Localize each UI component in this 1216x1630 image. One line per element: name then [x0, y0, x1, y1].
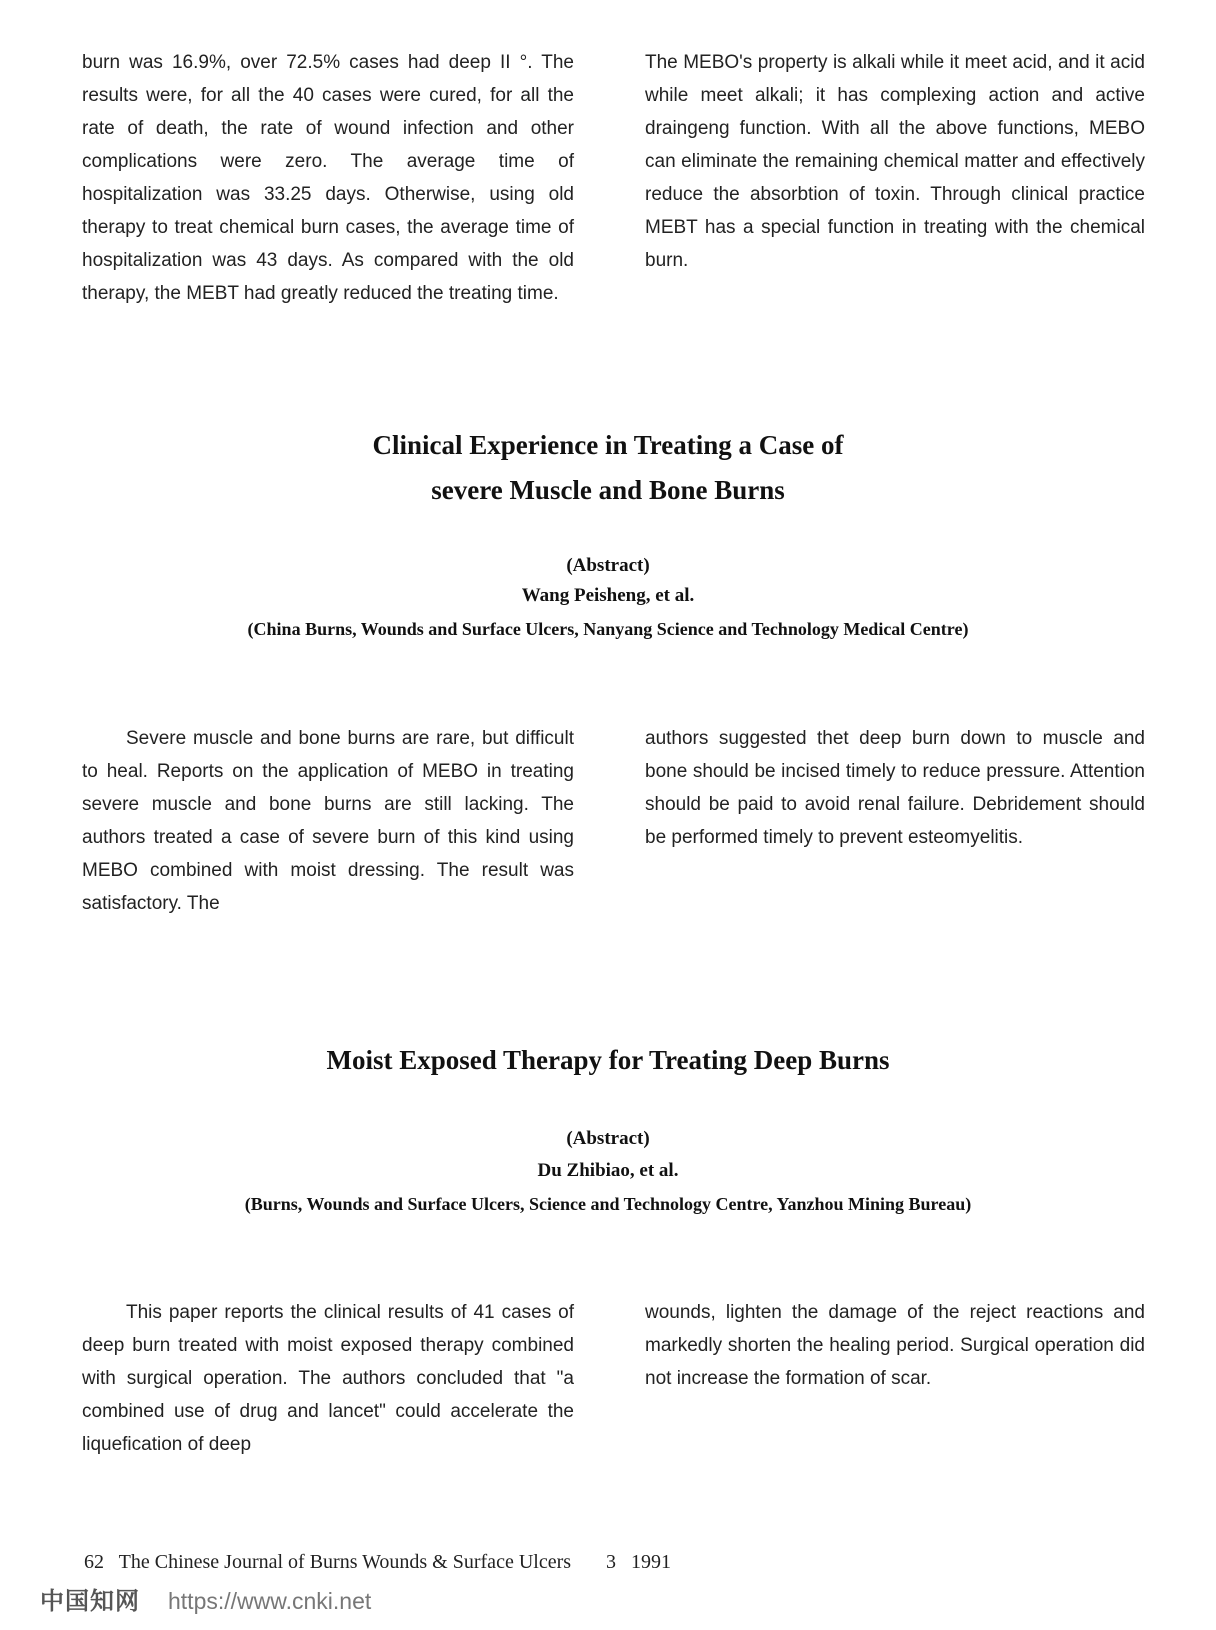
cnki-watermark — [40, 1581, 371, 1616]
article1-right-column — [645, 722, 1145, 854]
article1-abstract-label: (Abstract) — [566, 555, 650, 576]
article1-right-paragraph: authors suggested thet deep burn down to muscle and bone should be incised timely to reduce pressure. Attention should be paid to avoid renal failure. Debridement should be performed timely to prevent esteomyelitis. — [645, 728, 1145, 848]
article2-title: Moist Exposed Therapy for Treating Deep Burns — [326, 1045, 890, 1075]
top-right-paragraph: The MEBO's property is alkali while it meet acid, and it acid while meet alkali; it has complexing action and active draingeng function. With all the above functions, MEBO can eliminate the remaining chemical matter and effectively reduce the absorbtion of toxin. Through clinical practice MEBT has a special function in treating with the chemical burn. — [645, 52, 1145, 271]
article2-abstract-label: (Abstract) — [566, 1128, 650, 1149]
article2-right-paragraph: wounds, lighten the damage of the reject reactions and markedly shorten the healing period. Surgical operation did not increase the formation of scar. — [645, 1302, 1145, 1389]
article1-left-column — [82, 722, 574, 920]
article1-left-paragraph: Severe muscle and bone burns are rare, but difficult to heal. Reports on the application of MEBO in treating severe muscle and bone burns are still lacking. The authors treated a case of severe burn of this kind using MEBO combined with moist dressing. The result was satisfactory. The — [82, 728, 574, 914]
top-right-column — [645, 46, 1145, 277]
article2-author: Du Zhibiao, et al. — [537, 1160, 679, 1181]
article1-title-line2: severe Muscle and Bone Burns — [431, 475, 785, 505]
top-left-column — [82, 46, 574, 310]
page-number: 62 — [84, 1551, 104, 1573]
page-footer — [84, 1551, 671, 1574]
cnki-site-name: 中国知网 — [40, 1588, 140, 1615]
publication-year: 1991 — [631, 1551, 672, 1573]
article2-affiliation: (Burns, Wounds and Surface Ulcers, Science and Technology Centre, Yanzhou Mining Bureau) — [244, 1194, 972, 1214]
cnki-url: https://www.cnki.net — [168, 1588, 372, 1614]
article1-author: Wang Peisheng, et al. — [521, 585, 695, 606]
article1-title-line1: Clinical Experience in Treating a Case of — [372, 430, 844, 460]
top-left-paragraph: burn was 16.9%, over 72.5% cases had deep II °. The results were, for all the 40 cases were cured, for all the rate of death, the rate of wound infection and other complications were zero. The average time of hospitalization was 33.25 days. Otherwise, using old therapy to treat chemical burn cases, the average time of hospitalization was 43 days. As compared with the old therapy, the MEBT had greatly reduced the treating time. — [82, 52, 574, 304]
journal-name: The Chinese Journal of Burns Wounds & Surface Ulcers — [118, 1551, 572, 1573]
article2-left-paragraph: This paper reports the clinical results of 41 cases of deep burn treated with moist exposed therapy combined with surgical operation. The authors concluded that "a combined use of drug and lancet" could accelerate the liquefication of deep — [82, 1302, 574, 1455]
article1-affiliation: (China Burns, Wounds and Surface Ulcers, Nanyang Science and Technology Medical Centre) — [247, 619, 969, 639]
article2-left-column — [82, 1296, 574, 1461]
issue-number: 3 — [606, 1551, 617, 1573]
article2-right-column — [645, 1296, 1145, 1395]
